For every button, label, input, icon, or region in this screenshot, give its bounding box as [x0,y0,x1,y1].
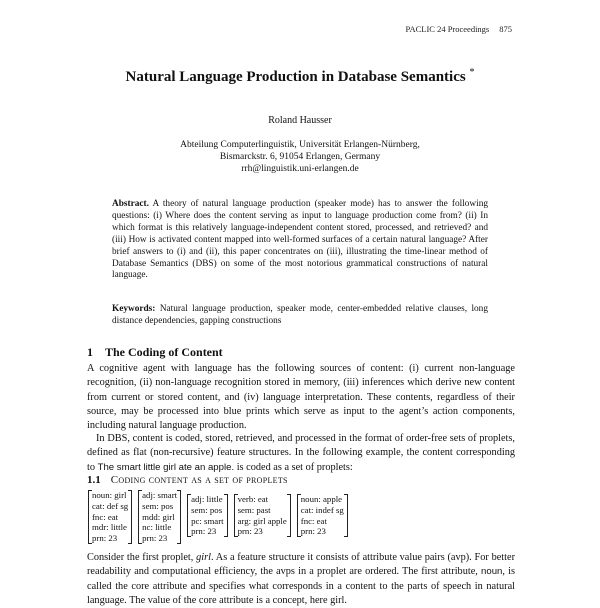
paragraph: A cognitive agent with language has the following sources of content: (i) current non-language recognition, (ii) non-language recognition stored in memory, (iii) inferences which derive new content from current or stored content, and (iv) language interpretation. These contents, regardless of their source, may be processed into blue prints which serve as input to the agent’s action components, including natural language production. [87,363,515,432]
proplet-line: sem: pos [142,500,174,511]
proplet-line: noun: girl [92,490,127,500]
proplet-eat [234,494,291,537]
proplet-smart [138,490,181,544]
section-heading [87,345,223,360]
keywords-text: Natural language production, speaker mode, center-embedded relative clauses, long distance dependencies, gapping constructions [112,304,488,326]
abstract-label: Abstract. [112,199,149,209]
abstract-text: A theory of natural language production (speaker mode) has to answer the following questions: (i) Where does the content serving as input to language production come from? (ii) In which format is this relatively language-independent content stored, processed, and retrieved? and (iii) How is activated content mapped into well-formed surfaces of a certain natural language? After brief answers to (i) and (ii), this paper concentrates on (iii), illustrating the time-linear method of Database Semantics (DBS) on some of the most notorious grammatical constructions of natural language. [112,199,488,281]
proplet-line: mdd: girl [142,511,175,522]
keywords [112,303,488,327]
paragraph-text: . As a feature structure it consists of attribute value pairs (avp). For better readability and computational efficiency, the avps in a proplet are ordered. The first attribute, [87,552,516,578]
section-number: 1 [87,345,93,359]
proplet-little [187,494,228,537]
proplet-set [88,490,348,544]
proplet-girl [88,490,132,544]
affiliation [0,139,600,175]
proplet-line: fnc: eat [300,515,327,526]
code-term: noun [481,566,503,578]
proplet-line: verb: eat [237,494,269,504]
paper-title [0,69,600,86]
author-name: Roland Hausser [268,115,332,126]
proplet-line: arg: girl apple [237,515,287,526]
keywords-label: Keywords: [112,304,156,314]
example-sentence: The smart little girl ate an apple. [97,461,235,473]
proplet-line: mdr: little [92,522,127,533]
proplet-line: adj: little [191,494,223,504]
proplet-apple [297,494,348,537]
proplet-line: adj: smart [142,490,178,500]
author-email: rrh@linguistik.uni-erlangen.de [241,164,359,174]
proplet-line: prn: 23 [142,533,168,544]
proplet-line: sem: past [237,504,271,515]
abstract [112,199,488,282]
proplet-line: prn: 23 [191,526,217,537]
proplet-line: fnc: eat [92,511,119,522]
paragraph [87,432,515,475]
proplet-line: prn: 23 [237,526,263,537]
running-header [406,24,513,34]
proplet-line: prn: 23 [300,526,326,537]
proplet-line: nc: little [142,522,172,533]
subsection-number: 1.1 [87,474,101,486]
proplet-line: prn: 23 [92,533,118,544]
paragraph-text: Consider the first proplet, [87,552,194,563]
proplet-line: cat: indef sg [300,504,344,515]
emphasis-term: girl [196,552,212,563]
subsection-heading [87,474,288,486]
proplet-line: sem: pos [191,504,223,515]
paragraph-text: , is called the core attribute and specifies what corresponds in a content to the parts of speech in natural language. The value of the core attribute is a concept, here girl. [87,566,515,606]
subsection-title: Coding content as a set of proplets [110,474,288,486]
proplet-line: cat: def sg [92,500,129,511]
page-number: 875 [499,24,512,34]
affiliation-address: Bismarckstr. 6, 91054 Erlangen, Germany [219,152,381,162]
paragraph-text: In DBS, content is coded, stored, retrieved, and processed in the format of order-free sets of proplets, defined as flat (non-recursive) feature structures. In the following example, the content corresponding to [87,433,515,473]
section-title: The Coding of Content [105,345,223,359]
running-title: PACLIC 24 Proceedings [405,24,490,34]
paper-title-text: Natural Language Production in Database Semantics [125,69,466,85]
affiliation-line: Abteilung Computerlinguistik, Universität Erlangen-Nürnberg, [180,140,420,150]
title-footnote-mark: * [469,67,475,78]
proplet-line: noun: apple [300,494,343,504]
proplet-line: pc: smart [191,515,224,526]
paragraph-text: is coded as a set of proplets: [236,461,353,473]
paragraph [87,551,515,608]
